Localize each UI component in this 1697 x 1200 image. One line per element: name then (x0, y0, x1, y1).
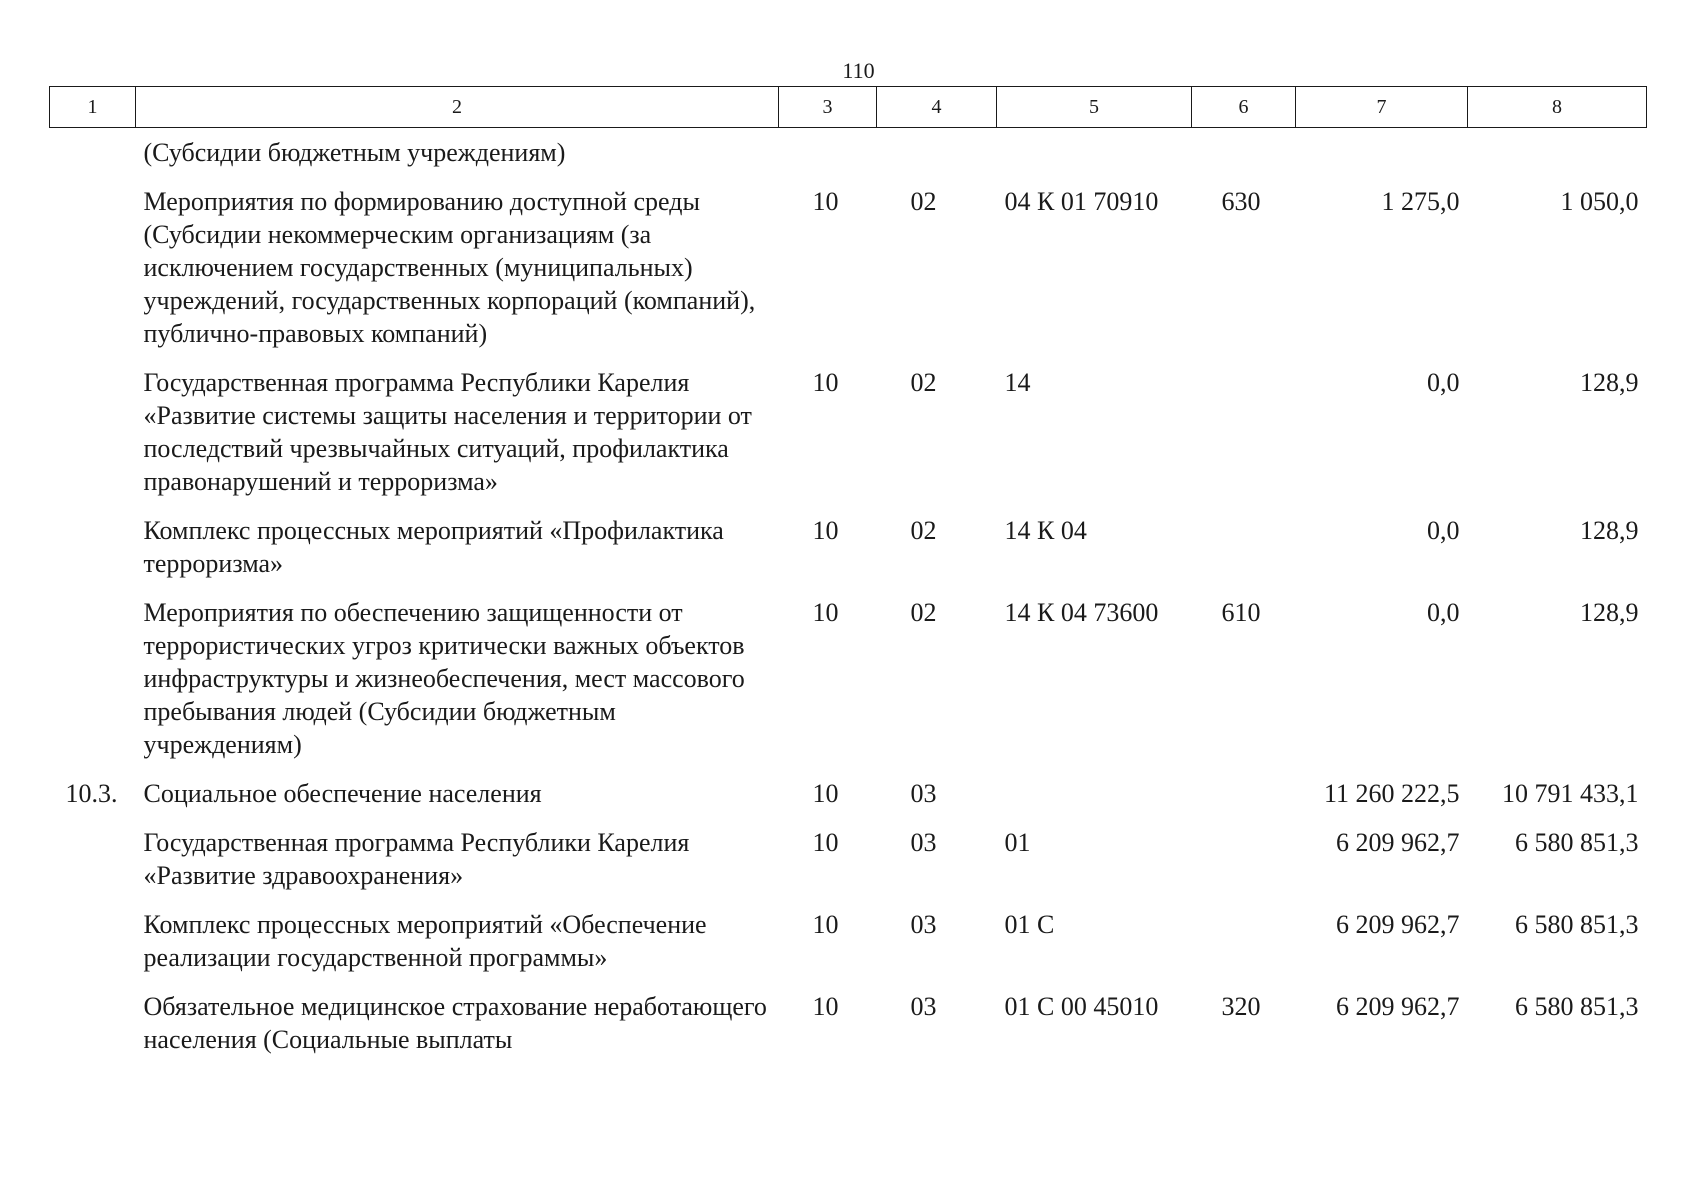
amount-year-1: 6 209 962,7 (1336, 910, 1460, 939)
section-code: 10 (812, 910, 839, 939)
table-row (50, 826, 1647, 908)
row-index (50, 596, 136, 777)
target-article-code: 01 С 00 45010 (1004, 992, 1159, 1021)
expense-type-code: 610 (1221, 598, 1261, 627)
expense-type-code: 630 (1221, 187, 1261, 216)
table-row (50, 596, 1647, 777)
table-row (50, 990, 1647, 1072)
section-code: 10 (812, 516, 839, 545)
row-name: Мероприятия по формированию доступной среды (Субсидии некоммерческим организациям (за исключением государственных (муниципальных) учреждений, государственных корпораций (компаний), публично-правовых компаний) (143, 187, 756, 348)
table-row (50, 514, 1647, 596)
row-name: Социальное обеспечение населения (143, 779, 542, 808)
subsection-code (877, 128, 997, 186)
amount-year-2: 10 791 433,1 (1502, 779, 1639, 808)
target-article-code (997, 128, 1192, 186)
table-row (50, 908, 1647, 990)
amount-year-2: 128,9 (1580, 516, 1639, 545)
expense-type-code (1192, 826, 1296, 908)
row-name: Комплекс процессных мероприятий «Профилактика терроризма» (143, 516, 724, 578)
column-header: 1 (50, 87, 136, 128)
expense-type-code (1192, 777, 1296, 826)
target-article-code: 01 С (1004, 910, 1055, 939)
section-code: 10 (812, 187, 839, 216)
subsection-code: 03 (910, 828, 937, 857)
table-row (50, 128, 1647, 186)
expense-type-code: 320 (1221, 992, 1261, 1021)
row-name: Комплекс процессных мероприятий «Обеспечение реализации государственной программы» (143, 910, 707, 972)
subsection-code: 03 (910, 992, 937, 1021)
target-article-code: 04 К 01 70910 (1004, 187, 1159, 216)
column-number-row (50, 87, 1647, 128)
column-header: 8 (1468, 87, 1647, 128)
row-index (50, 908, 136, 990)
section-code: 10 (812, 992, 839, 1021)
section-code: 10 (812, 779, 839, 808)
target-article-code: 14 К 04 (1004, 516, 1087, 545)
column-header: 2 (136, 87, 779, 128)
column-header: 4 (877, 87, 997, 128)
amount-year-1: 0,0 (1427, 516, 1460, 545)
amount-year-2: 1 050,0 (1560, 187, 1639, 216)
table-row (50, 185, 1647, 366)
target-article-code: 01 (1004, 828, 1031, 857)
section-code: 10 (812, 828, 839, 857)
column-header: 7 (1296, 87, 1468, 128)
amount-year-1 (1296, 128, 1468, 186)
table-body (50, 128, 1647, 1073)
amount-year-2: 6 580 851,3 (1515, 910, 1639, 939)
table-row (50, 366, 1647, 514)
page-number: 110 (842, 58, 875, 83)
subsection-code: 02 (910, 598, 937, 627)
target-article-code (997, 777, 1192, 826)
row-name: Государственная программа Республики Карелия «Развитие системы защиты населения и территории от последствий чрезвычайных ситуаций, профилактика правонарушений и терроризма» (143, 368, 752, 496)
amount-year-1: 0,0 (1427, 368, 1460, 397)
amount-year-1: 6 209 962,7 (1336, 828, 1460, 857)
subsection-code: 03 (910, 779, 937, 808)
target-article-code: 14 (1004, 368, 1031, 397)
target-article-code: 14 К 04 73600 (1004, 598, 1159, 627)
column-header: 6 (1192, 87, 1296, 128)
expense-type-code (1192, 514, 1296, 596)
amount-year-2 (1468, 128, 1647, 186)
column-header: 3 (779, 87, 877, 128)
amount-year-1: 0,0 (1427, 598, 1460, 627)
amount-year-1: 6 209 962,7 (1336, 992, 1460, 1021)
section-code: 10 (812, 368, 839, 397)
expense-type-code (1192, 128, 1296, 186)
row-index: 10.3. (65, 779, 118, 808)
row-name: (Субсидии бюджетным учреждениям) (143, 138, 566, 167)
amount-year-2: 128,9 (1580, 368, 1639, 397)
expense-type-code (1192, 366, 1296, 514)
subsection-code: 02 (910, 187, 937, 216)
row-index (50, 128, 136, 186)
amount-year-2: 6 580 851,3 (1515, 828, 1639, 857)
expense-type-code (1192, 908, 1296, 990)
column-header: 5 (997, 87, 1192, 128)
amount-year-2: 6 580 851,3 (1515, 992, 1639, 1021)
row-index (50, 514, 136, 596)
row-index (50, 366, 136, 514)
subsection-code: 03 (910, 910, 937, 939)
table-row (50, 777, 1647, 826)
subsection-code: 02 (910, 368, 937, 397)
row-index (50, 990, 136, 1072)
amount-year-1: 1 275,0 (1381, 187, 1460, 216)
section-code: 10 (812, 598, 839, 627)
row-name: Обязательное медицинское страхование неработающего населения (Социальные выплаты (143, 992, 767, 1054)
budget-table (49, 86, 1647, 1072)
amount-year-2: 128,9 (1580, 598, 1639, 627)
row-name: Государственная программа Республики Карелия «Развитие здравоохранения» (143, 828, 690, 890)
row-index (50, 185, 136, 366)
row-name: Мероприятия по обеспечению защищенности от террористических угроз критически важных объектов инфраструктуры и жизнеобеспечения, мест массового пребывания людей (Субсидии бюджетным учреждениям) (143, 598, 745, 759)
row-index (50, 826, 136, 908)
amount-year-1: 11 260 222,5 (1323, 779, 1460, 808)
subsection-code: 02 (910, 516, 937, 545)
section-code (779, 128, 877, 186)
